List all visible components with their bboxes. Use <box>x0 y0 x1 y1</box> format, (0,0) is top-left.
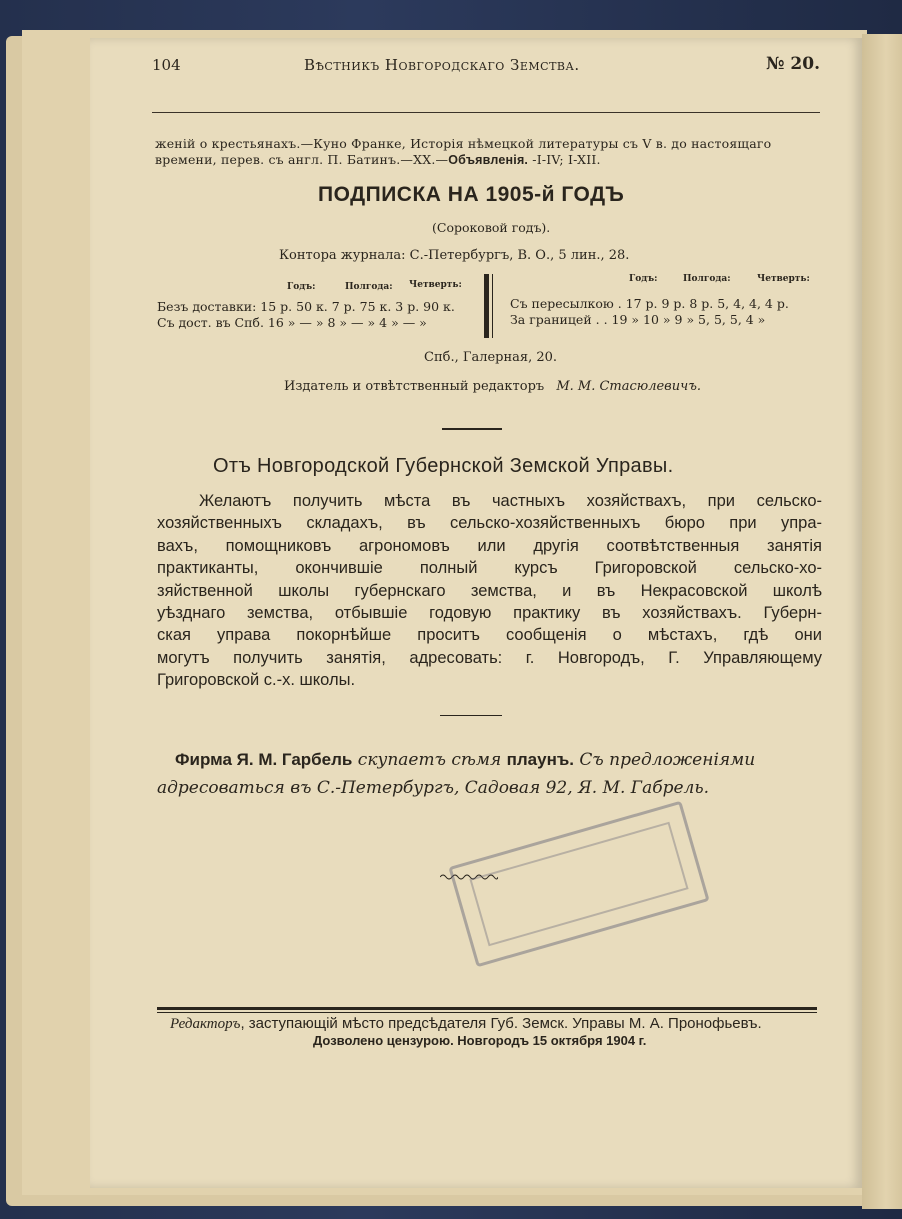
price-row-spb-delivery: Съ дост. въ Спб. 16 » — » 8 » — » 4 » — » <box>157 315 427 330</box>
notice-line: ская управа покорнѣйше проситъ сообщенія о мѣстахъ, гдѣ они <box>157 626 822 645</box>
notice-line: уѣзднаго земства, отбывшіе годовую практику въ хозяйствахъ. Губерн- <box>157 604 822 623</box>
firm-offers: Съ предложеніями <box>573 750 756 770</box>
firm-ad-line-1 <box>175 750 820 770</box>
subscription-title: ПОДПИСКА НА 1905-й ГОДЪ <box>318 183 625 206</box>
firm-name: Фирма Я. М. Гарбель <box>175 750 353 769</box>
notice-line: Григоровской с.-х. школы. <box>157 671 356 690</box>
censor-line: Дозволено цензурою. Новгородъ 15 октября 1904 г. <box>313 1033 647 1048</box>
contents-line-1: женій о крестьянахъ.—Куно Франке, Исторія нѣмецкой литературы съ V в. до настоящаго <box>155 136 772 151</box>
facing-page-edge <box>862 34 902 1209</box>
firm-ad-line-2: адресоваться въ С.-Петербургъ, Садовая 92, Я. М. Габрель. <box>157 778 710 798</box>
price-divider-thick <box>484 274 489 338</box>
notice-line: зяйственной школы губернскаго земства, и въ Некрасовской школѣ <box>157 581 822 600</box>
left-header-half: Полгода: <box>345 282 393 292</box>
notice-line: практиканты, окончившіе полный курсъ Григоровской сельско-хо- <box>157 559 822 578</box>
footer-rule-thin <box>157 1012 817 1013</box>
subscription-address: Спб., Галерная, 20. <box>424 350 558 365</box>
editor-text: , заступающій мѣсто предсѣдателя Губ. Земск. Управы М. А. Пронофьевъ. <box>240 1015 762 1032</box>
running-header <box>152 56 820 82</box>
subscription-subtitle: (Сороковой годъ). <box>432 220 551 235</box>
contents-pages: -I-IV; I-XII. <box>528 152 601 167</box>
left-header-quarter: Четверть: <box>409 280 462 290</box>
subscription-office: Контора журнала: С.-Петербургъ, В. О., 5 лин., 28. <box>279 248 630 263</box>
notice-line: могутъ получить занятія, адресовать: г. Новгородъ, Г. Управляющему <box>157 648 822 667</box>
contents-line-2 <box>155 152 601 167</box>
issue-number: № 20. <box>766 54 820 74</box>
price-row-no-delivery: Безъ доставки: 15 р. 50 к. 7 р. 75 к. 3 р. 90 к. <box>157 299 455 314</box>
notice-line: хозяйственныхъ складахъ, въ сельско-хозяйственныхъ бюро при упра- <box>157 514 822 533</box>
editor-label: Редакторъ <box>170 1016 241 1032</box>
notice-line: вахъ, помощниковъ агрономовъ или другія соотвѣтственныя занятія <box>157 536 822 555</box>
price-row-postage: Съ пересылкою . 17 р. 9 р. 8 р. 5, 4, 4, 4 р. <box>510 296 789 311</box>
firm-buys: скупаетъ сѣмя <box>352 750 507 770</box>
price-row-abroad: За границей . . 19 » 10 » 9 » 5, 5, 5, 4 » <box>510 312 766 327</box>
header-rule <box>152 112 820 113</box>
publisher-label: Издатель и отвѣтственный редакторъ <box>284 379 545 394</box>
page-number: 104 <box>152 56 181 74</box>
left-header-year: Годъ: <box>287 282 316 292</box>
notice-heading: Отъ Новгородской Губернской Земской Управы. <box>213 455 674 477</box>
publisher-line <box>284 379 701 394</box>
journal-title: Вѣстникъ Новгородскаго Земства. <box>304 56 580 74</box>
footer-rule-thick <box>157 1007 817 1010</box>
section-divider-1 <box>442 428 502 430</box>
notice-line: Желаютъ получить мѣста въ частныхъ хозяйствахъ, при сельско- <box>199 492 822 510</box>
notice-paragraph <box>157 490 822 692</box>
editor-line <box>170 1015 762 1033</box>
contents-announcements: Объявленія. <box>448 153 529 167</box>
right-header-year: Годъ: <box>629 274 658 284</box>
publisher-name: М. М. Стасюлевичъ. <box>556 379 702 394</box>
section-divider-2 <box>440 715 502 716</box>
right-header-quarter: Четверть: <box>757 274 810 284</box>
firm-product: плаунъ. <box>506 750 574 769</box>
price-divider-thin <box>492 274 493 338</box>
right-header-half: Полгода: <box>683 274 731 284</box>
contents-text: времени, перев. съ англ. П. Батинъ.—XX.— <box>155 152 449 167</box>
